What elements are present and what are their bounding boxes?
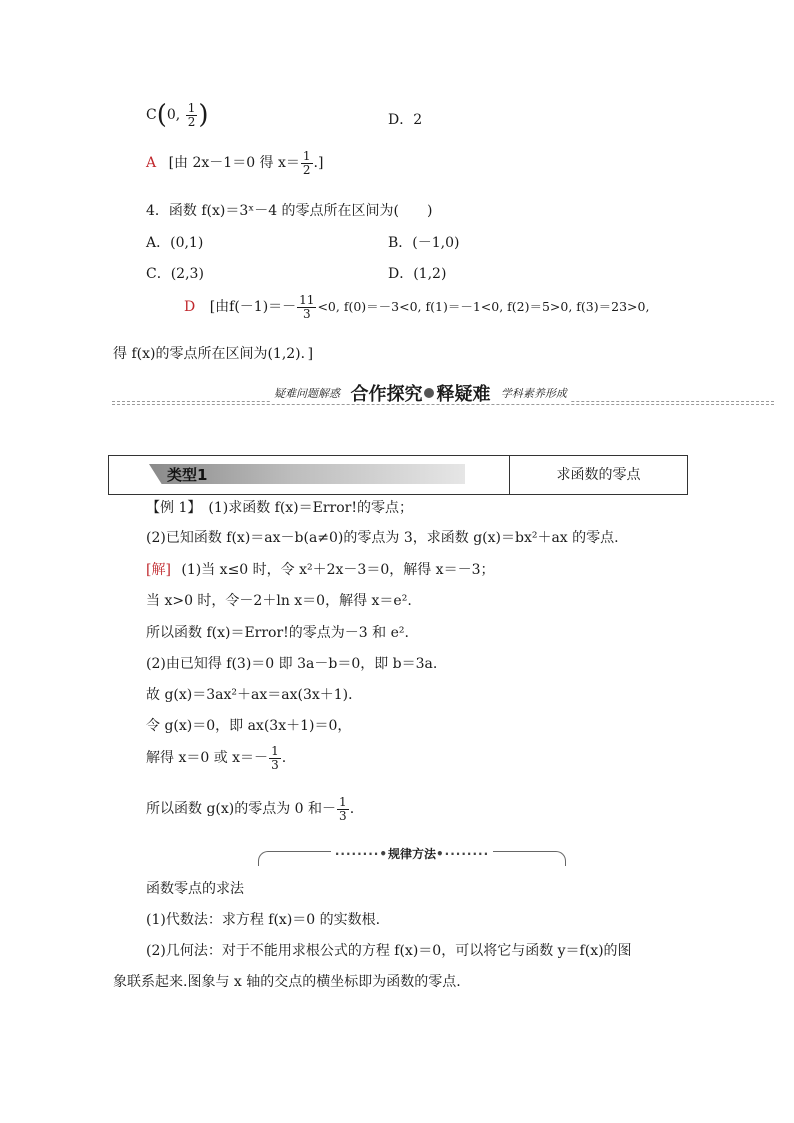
option-value: 0, — [166, 107, 181, 123]
q4-option-d: D．(1,2) — [388, 266, 447, 282]
solution-line-1 — [146, 559, 494, 579]
fraction — [186, 102, 198, 128]
q4-stem: 4．函数 f(x)＝3ˣ－4 的零点所在区间为( ) — [146, 203, 433, 219]
paren-open: ( — [156, 100, 167, 130]
method-header-text: 规律方法 — [387, 847, 436, 861]
type-title: 求函数的零点 — [556, 467, 641, 483]
answer-letter: D — [184, 299, 196, 316]
paren-close: ) — [198, 100, 209, 130]
numerator: 1 — [187, 100, 196, 115]
method-p1: (1)代数法：求方程 f(x)＝0 的实数根. — [146, 912, 381, 928]
section-banner — [270, 380, 571, 405]
solution-line-3: 所以函数 f(x)＝Error!的零点为－3 和 e². — [146, 625, 409, 641]
dots-left-icon: ········• — [334, 847, 388, 861]
q3-option-d: D．2 — [388, 112, 423, 128]
example-line-1: 【例 1】 (1)求函数 f(x)＝Error!的零点； — [146, 500, 413, 516]
q3-answer — [146, 150, 323, 176]
solution-tail: . — [281, 750, 287, 767]
answer-text: [由f(－1)＝－ — [209, 299, 297, 316]
method-p2: (2)几何法：对于不能用求根公式的方程 f(x)＝0，可以将它与函数 y＝f(x)的图 — [146, 943, 632, 959]
fraction — [269, 745, 281, 771]
banner-left: 疑难问题解惑 — [274, 387, 340, 400]
example-line-2: (2)已知函数 f(x)＝ax－b(a≠0)的零点为 3，求函数 g(x)＝bx²＋ax 的零点. — [146, 530, 619, 546]
denominator: 3 — [271, 757, 279, 772]
solution-text: (1)当 x≤0 时，令 x²＋2x－3＝0，解得 x＝－3； — [181, 562, 495, 578]
method-p3: 象联系起来.图象与 x 轴的交点的横坐标即为函数的零点. — [113, 974, 461, 990]
method-header-label — [258, 845, 566, 862]
answer-text: [由 2x－1＝0 得 x＝ — [168, 155, 300, 172]
fraction — [301, 150, 313, 176]
solution-tail: . — [349, 801, 355, 818]
solution-line-6: 令 g(x)＝0，即 ax(3x＋1)＝0， — [146, 718, 352, 734]
denominator: 3 — [339, 808, 347, 823]
dots-right-icon: •········ — [436, 847, 490, 861]
solution-text: 所以函数 g(x)的零点为 0 和－ — [146, 801, 337, 818]
answer-letter: A — [146, 155, 157, 172]
type-tag: 类型1 — [167, 466, 208, 484]
method-title: 函数零点的求法 — [146, 881, 244, 897]
option-letter: C — [146, 107, 157, 123]
q4-option-a: A．(0,1) — [146, 235, 204, 251]
solution-tag: [解] — [146, 562, 171, 578]
numerator: 1 — [271, 744, 279, 758]
denominator: 2 — [302, 162, 311, 177]
numerator: 1 — [302, 149, 311, 163]
fraction — [337, 796, 349, 822]
denominator: 3 — [302, 306, 311, 321]
answer-tail: .] — [313, 155, 324, 172]
solution-line-2: 当 x>0 时，令－2＋ln x＝0，解得 x＝e². — [146, 593, 412, 609]
q4-answer — [184, 294, 649, 320]
banner-right: 学科素养形成 — [500, 387, 567, 400]
numerator: 11 — [299, 293, 315, 307]
denominator: 2 — [187, 114, 196, 129]
q4-answer-line2: 得 f(x)的零点所在区间为(1,2)．] — [113, 346, 314, 362]
q4-option-c: C．(2,3) — [146, 266, 204, 282]
banner-dot-icon — [424, 388, 434, 398]
banner-title-2: 释疑难 — [436, 384, 491, 405]
numerator: 1 — [339, 795, 347, 809]
banner-title-1: 合作探究 — [350, 384, 423, 405]
fraction — [297, 294, 316, 320]
q4-option-b: B．(－1,0) — [388, 235, 460, 251]
method-header — [258, 845, 566, 867]
answer-text-cont: <0, f(0)＝－3<0, f(1)＝－1<0, f(2)＝5>0, f(3)＝23>0, — [317, 299, 650, 315]
solution-text: 解得 x＝0 或 x＝－ — [146, 750, 269, 767]
solution-line-4: (2)由已知得 f(3)＝0 即 3a－b＝0，即 b＝3a. — [146, 656, 438, 672]
q3-option-c — [146, 100, 208, 130]
solution-line-7 — [146, 745, 286, 771]
solution-line-8 — [146, 796, 354, 822]
type-box — [108, 455, 688, 495]
solution-line-5: 故 g(x)＝3ax²＋ax＝ax(3x＋1)． — [146, 687, 363, 703]
